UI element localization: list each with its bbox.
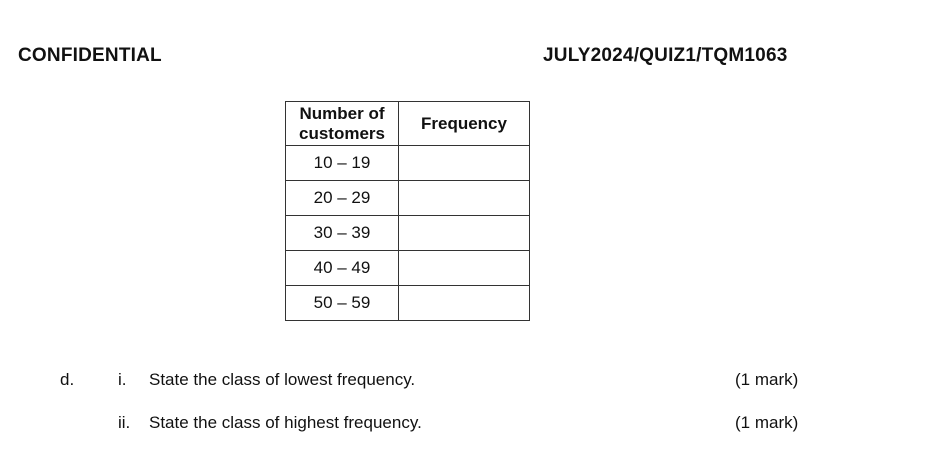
table-row bbox=[286, 146, 530, 181]
frequency-cell bbox=[399, 251, 530, 286]
document-code: JULY2024/QUIZ1/TQM1063 bbox=[543, 45, 788, 66]
part-numeral: i. bbox=[118, 370, 127, 389]
frequency-cell bbox=[399, 286, 530, 321]
part-numeral: ii. bbox=[118, 413, 131, 432]
table-row bbox=[286, 181, 530, 216]
question-part-i bbox=[0, 370, 925, 392]
question-letter: d. bbox=[60, 370, 75, 389]
frequency-table bbox=[285, 101, 530, 321]
confidential-label: CONFIDENTIAL bbox=[18, 45, 162, 66]
class-cell: 30 – 39 bbox=[286, 216, 399, 251]
header-frequency: Frequency bbox=[399, 102, 530, 146]
frequency-cell bbox=[399, 146, 530, 181]
question-part-ii bbox=[0, 413, 925, 435]
frequency-cell bbox=[399, 216, 530, 251]
table-row bbox=[286, 286, 530, 321]
header-line: Number of bbox=[299, 103, 385, 123]
class-cell: 20 – 29 bbox=[286, 181, 399, 216]
part-mark: (1 mark) bbox=[735, 370, 799, 389]
table-header-row bbox=[286, 102, 530, 146]
table-row bbox=[286, 251, 530, 286]
frequency-cell bbox=[399, 181, 530, 216]
header-line: customers bbox=[299, 123, 385, 143]
part-text: State the class of lowest frequency. bbox=[149, 370, 416, 389]
table-row bbox=[286, 216, 530, 251]
class-cell: 10 – 19 bbox=[286, 146, 399, 181]
header-number-of-customers bbox=[286, 102, 399, 146]
part-text: State the class of highest frequency. bbox=[149, 413, 422, 432]
class-cell: 40 – 49 bbox=[286, 251, 399, 286]
class-cell: 50 – 59 bbox=[286, 286, 399, 321]
part-mark: (1 mark) bbox=[735, 413, 799, 432]
